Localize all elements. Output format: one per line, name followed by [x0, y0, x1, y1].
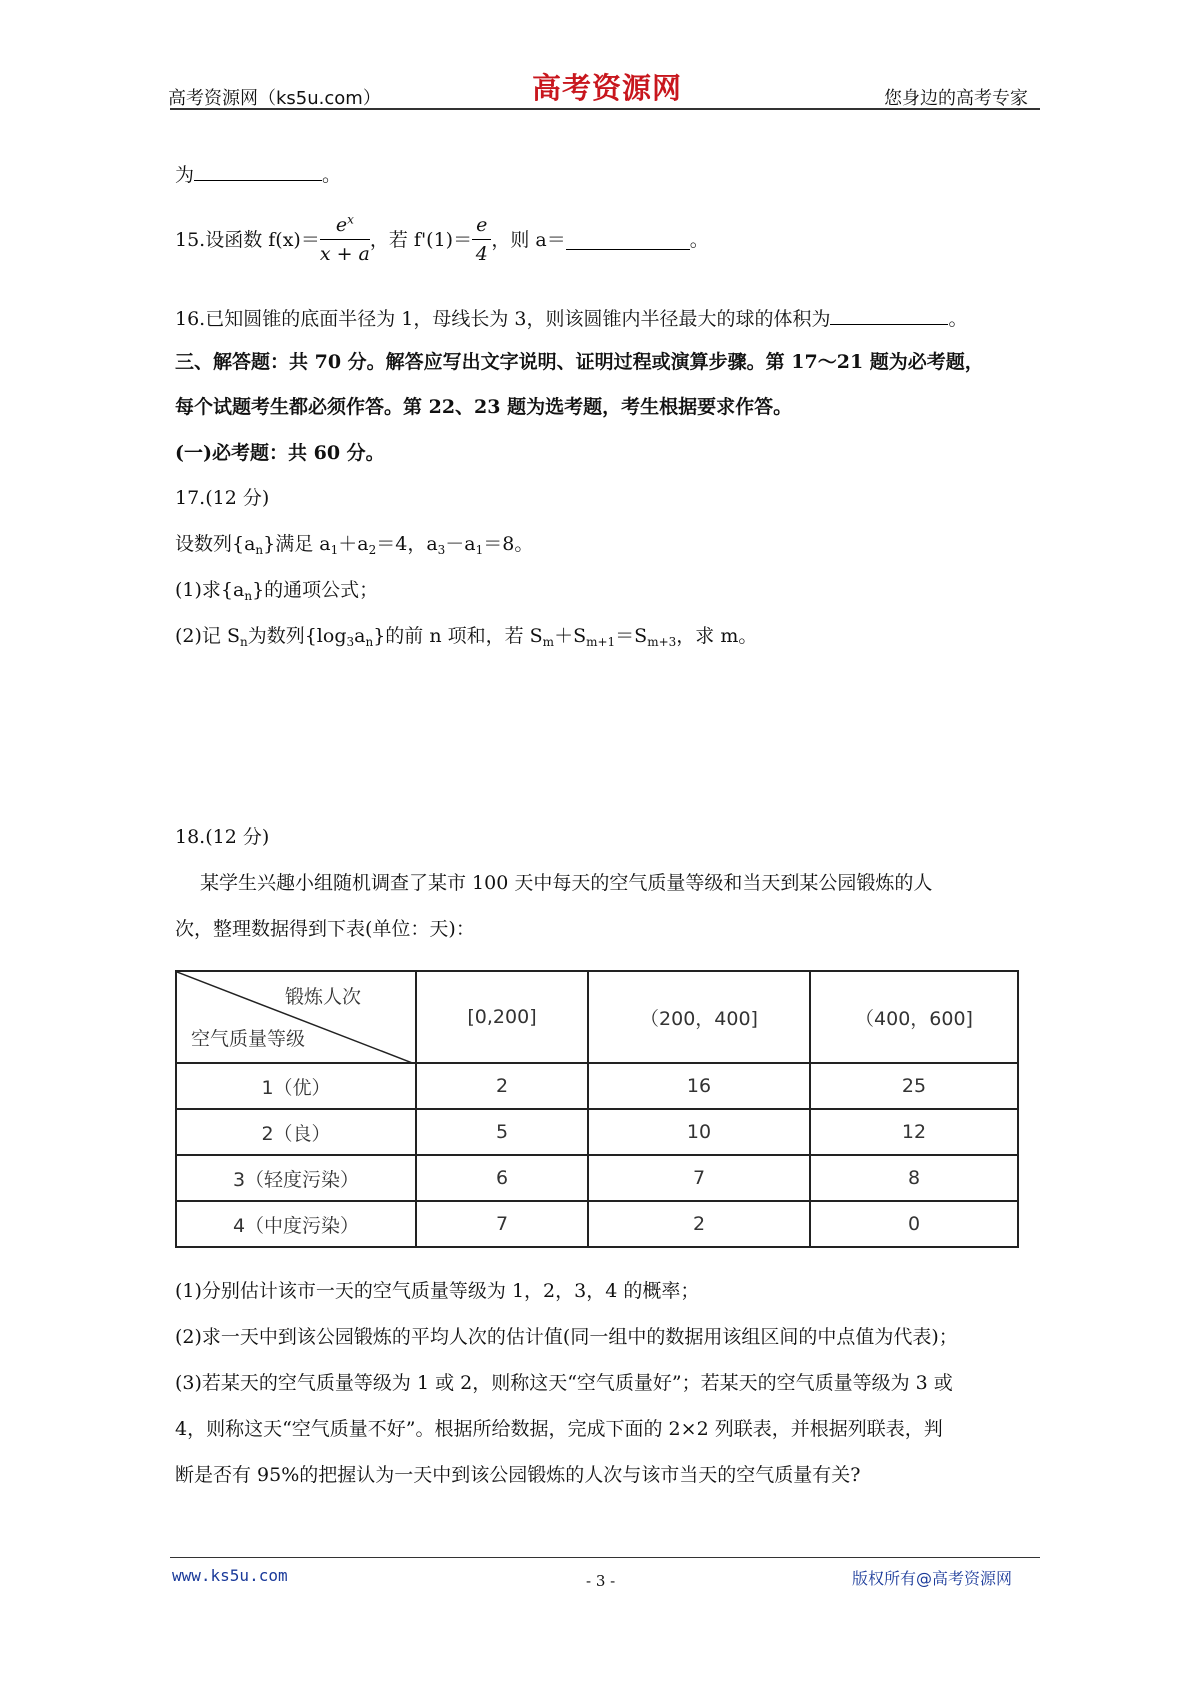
- table-cell: 2: [588, 1201, 810, 1247]
- table-cell: 7: [416, 1201, 588, 1247]
- table-cell: 16: [588, 1063, 810, 1109]
- question-18-part-3-line-1: (3)若某天的空气质量等级为 1 或 2，则称这天“空气质量好”；若某天的空气质量等级为 3 或: [175, 1372, 953, 1394]
- table-cell: 12: [810, 1109, 1018, 1155]
- fraction-e4: $\frac{e}{4}$: [472, 214, 491, 265]
- question-17-statement: 设数列$\{a_n\}$满足 $a_1+a_2=4$，$a_3-a_1=8$。: [175, 533, 534, 557]
- table-cell: 5: [416, 1109, 588, 1155]
- question-18-part-3-line-2: 4，则称这天“空气质量不好”。根据所给数据，完成下面的 2×2 列联表，并根据列联表，判: [175, 1418, 943, 1440]
- question-18-intro-1: 某学生兴趣小组随机调查了某市 100 天中每天的空气质量等级和当天到某公园锻炼的人: [200, 872, 933, 894]
- table-row: [176, 1063, 1018, 1109]
- table-row: [176, 1201, 1018, 1247]
- header-right: 您身边的高考专家: [884, 88, 1028, 109]
- question-18-intro-2: 次，整理数据得到下表(单位：天)：: [175, 918, 475, 940]
- question-18-part-2: (2)求一天中到该公园锻炼的平均人次的估计值(同一组中的数据用该组区间的中点值为代表)；: [175, 1326, 958, 1348]
- row-label: 4（中度污染）: [176, 1201, 416, 1247]
- question-18-part-1: (1)分别估计该市一天的空气质量等级为 1，2，3，4 的概率；: [175, 1280, 700, 1302]
- footer-copyright: 版权所有@高考资源网: [852, 1569, 1013, 1588]
- footer-link[interactable]: www.ks5u.com: [172, 1566, 288, 1585]
- section-3-line-1: 三、解答题：共 70 分。解答应写出文字说明、证明过程或演算步骤。第 17～21 题为必考题，: [175, 351, 984, 373]
- table-corner-cell: [176, 971, 416, 1063]
- section-3-line-2: 每个试题考生都必须作答。第 22、23 题为选考题，考生根据要求作答。: [175, 396, 793, 418]
- air-quality-table: [175, 970, 1019, 1248]
- header-left: 高考资源网（ks5u.com）: [168, 88, 381, 109]
- row-label: 1（优）: [176, 1063, 416, 1109]
- page-number: - 3 -: [586, 1572, 616, 1590]
- table-cell: 0: [810, 1201, 1018, 1247]
- column-header: （200，400]: [588, 971, 810, 1063]
- column-header: （400，600]: [810, 971, 1018, 1063]
- fraction-ex: $\frac{e^x}{x + a}$: [319, 212, 370, 265]
- question-16: 16.已知圆锥的底面半径为 1，母线长为 3，则该圆锥内半径最大的球的体积为 。: [175, 304, 968, 332]
- footer-rule: [170, 1557, 1040, 1558]
- question-18-title: 18.(12 分): [175, 826, 270, 848]
- continuation-line: 为 。: [175, 160, 341, 188]
- table-cell: 6: [416, 1155, 588, 1201]
- table-cell: 2: [416, 1063, 588, 1109]
- row-label: 2（良）: [176, 1109, 416, 1155]
- table-cell: 8: [810, 1155, 1018, 1201]
- table-cell: 10: [588, 1109, 810, 1155]
- corner-header-bottom: 空气质量等级: [191, 1028, 306, 1050]
- column-header: [0,200]: [416, 971, 588, 1063]
- site-logo: 高考资源网: [532, 71, 683, 105]
- table-cell: 25: [810, 1063, 1018, 1109]
- row-label: 3（轻度污染）: [176, 1155, 416, 1201]
- question-18-part-3-line-3: 断是否有 95%的把握认为一天中到该公园锻炼的人次与该市当天的空气质量有关?: [175, 1464, 861, 1486]
- question-17-title: 17.(12 分): [175, 487, 270, 509]
- question-17-part-1: (1)求$\{a_n\}$的通项公式；: [175, 579, 379, 603]
- question-17-part-2: (2)记 $S_n$为数列$\{\log_3a_n\}$的前 n 项和，若 $S_m+S_{m+1}=S_{m+3}$，求 m。: [175, 625, 758, 649]
- table-cell: 7: [588, 1155, 810, 1201]
- table-row: [176, 1109, 1018, 1155]
- header-rule: [170, 108, 1040, 110]
- corner-header-top: 锻炼人次: [285, 986, 362, 1008]
- question-15: 15.设函数 f(x)＝ $\frac{e^x}{x + a}$ ，若 f'(1)＝ $\frac{e}{4}$ ，则 a＝ 。: [175, 212, 709, 265]
- table-row: [176, 1155, 1018, 1201]
- section-3-line-3: (一)必考题：共 60 分。: [175, 442, 385, 464]
